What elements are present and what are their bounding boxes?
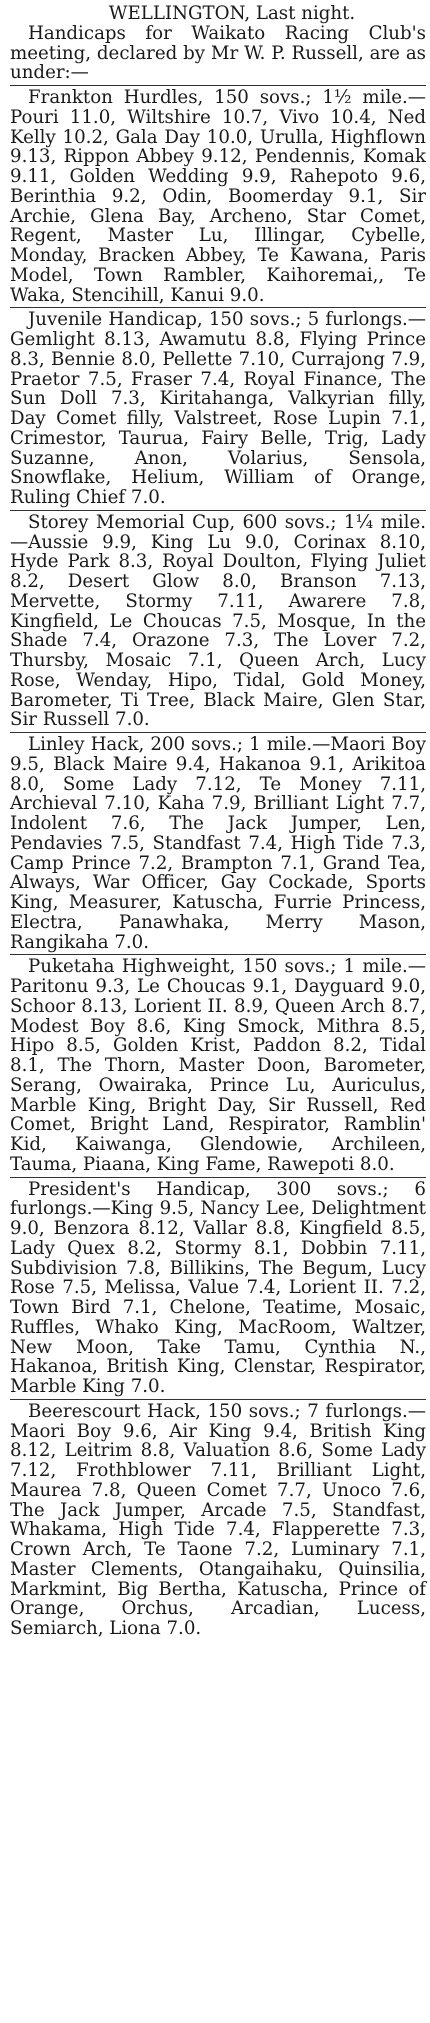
race-frankton-hurdles: Frankton Hurdles, 150 sovs.; 1½ mile.—Pouri 11.0, Wiltshire 10.7, Vivo 10.4, Ned Kelly 10.2, Gala Day 10.0, Urulla, Highflown 9.13, Rippon Abbey 9.12, Pendennis, Komak 9.11, Golden Wedding 9.9, Rahepoto 9.6, Berinthia 9.2, Odin, Boomerday 9.1, Sir Archie, Glena Bay, Archeno, Star Comet, Regent, Master Lu, Illingar, Cybelle, Monday, Bracken Abbey, Te Kawana, Paris Model, Town Rambler, Kaihoremai,, Te Waka, Stencihill, Kanui 9.0. [10, 87, 426, 306]
race-juvenile-handicap: Juvenile Handicap, 150 sovs.; 5 furlongs.—Gemlight 8.13, Awamutu 8.8, Flying Prince 8.3, Bennie 8.0, Pellette 7.10, Currajong 7.9, Praetor 7.5, Fraser 7.4, Royal Finance, The Sun Doll 7.3, Kiritahanga, Valkyrian filly, Day Comet filly, Valstreet, Rose Lupin 7.1, Crimestor, Taurua, Fairy Belle, Trig, Lady Suzanne, Anon, Volarius, Sensola, Snowflake, Helium, William of Orange, Ruling Chief 7.0. [10, 309, 426, 508]
race-puketaha-highweight: Puketaha Highweight, 150 sovs.; 1 mile.—Paritonu 9.3, Le Choucas 9.1, Dayguard 9.0, Schoor 8.13, Lorient II. 8.9, Queen Arch 8.7, Modest Boy 8.6, King Smock, Mithra 8.5, Hipo 8.5, Golden Krist, Paddon 8.2, Tidal 8.1, The Thorn, Master Doon, Barometer, Serang, Owairaka, Prince Lu, Auriculus, Marble King, Bright Day, Sir Russell, Red Comet, Bright Land, Respirator, Ramblin' Kid, Kaiwanga, Glendowie, Archileen, Tauma, Piaana, King Fame, Rawepoti 8.0. [10, 956, 426, 1175]
race-linley-hack: Linley Hack, 200 sovs.; 1 mile.—Maori Boy 9.5, Black Maire 9.4, Hakanoa 9.1, Arikitoa 8.0, Some Lady 7.12, Te Money 7.11, Archieval 7.10, Kaha 7.9, Brilliant Light 7.7, Indolent 7.6, The Jack Jumper, Len, Pendavies 7.5, Standfast 7.4, High Tide 7.3, Camp Prince 7.2, Brampton 7.1, Grand Tea, Always, War Officer, Gay Cockade, Sports King, Measurer, Katuscha, Furrie Princess, Electra, Panawhaka, Merry Mason, Rangikaha 7.0. [10, 734, 426, 953]
race-presidents-handicap: President's Handicap, 300 sovs.; 6 furlongs.—King 9.5, Nancy Lee, Delightment 9.0, Benzora 8.12, Vallar 8.8, Kingfield 8.5, Lady Quex 8.2, Stormy 8.1, Dobbin 7.11, Subdivision 7.8, Billikins, The Begum, Lucy Rose 7.5, Melissa, Value 7.4, Lorient II. 7.2, Town Bird 7.1, Chelone, Teatime, Mosaic, Ruffles, Whako King, MacRoom, Waltzer, New Moon, Take Tamu, Cynthia N., Hakanoa, British King, Clenstar, Respirator, Marble King 7.0. [10, 1178, 426, 1397]
dateline: WELLINGTON, Last night. [108, 3, 356, 24]
column-rule [10, 307, 426, 308]
column-rule [10, 1177, 426, 1178]
column-rule [10, 954, 426, 955]
column-rule [10, 732, 426, 733]
column-rule [10, 510, 426, 511]
newspaper-column [10, 4, 426, 1639]
intro-paragraph: Handicaps for Waikato Racing Club's meeting, declared by Mr W. P. Russell, are as under:— [10, 22, 426, 84]
column-rule [10, 1399, 426, 1400]
race-storey-memorial-cup: Storey Memorial Cup, 600 sovs.; 1¼ mile.—Aussie 9.9, King Lu 9.0, Corinax 8.10, Hyde Park 8.3, Royal Doulton, Flying Juliet 8.2, Desert Glow 8.0, Branson 7.13, Mervette, Stormy 7.11, Awarere 7.8, Kingfield, Le Choucas 7.5, Mosque, In the Shade 7.4, Orazone 7.3, The Lover 7.2, Thursby, Mosaic 7.1, Queen Arch, Lucy Rose, Wenday, Hipo, Tidal, Gold Money, Barometer, Ti Tree, Black Maire, Glen Star, Sir Russell 7.0. [10, 511, 426, 731]
race-beerescourt-hack: Beerescourt Hack, 150 sovs.; 7 furlongs.—Maori Boy 9.6, Air King 9.4, British King 8.12, Leitrim 8.8, Valuation 8.6, Some Lady 7.12, Frothblower 7.11, Brilliant Light, Maurea 7.8, Queen Comet 7.7, Unoco 7.6, The Jack Jumper, Arcade 7.5, Standfast, Whakama, High Tide 7.4, Flapperette 7.3, Crown Arch, Te Taone 7.2, Luminary 7.1, Master Clements, Otangaihaku, Quinsilia, Markmint, Big Bertha, Katuscha, Prince of Orange, Orchus, Arcadian, Lucess, Semiarch, Liona 7.0. [10, 1400, 426, 1639]
column-rule [10, 85, 426, 86]
